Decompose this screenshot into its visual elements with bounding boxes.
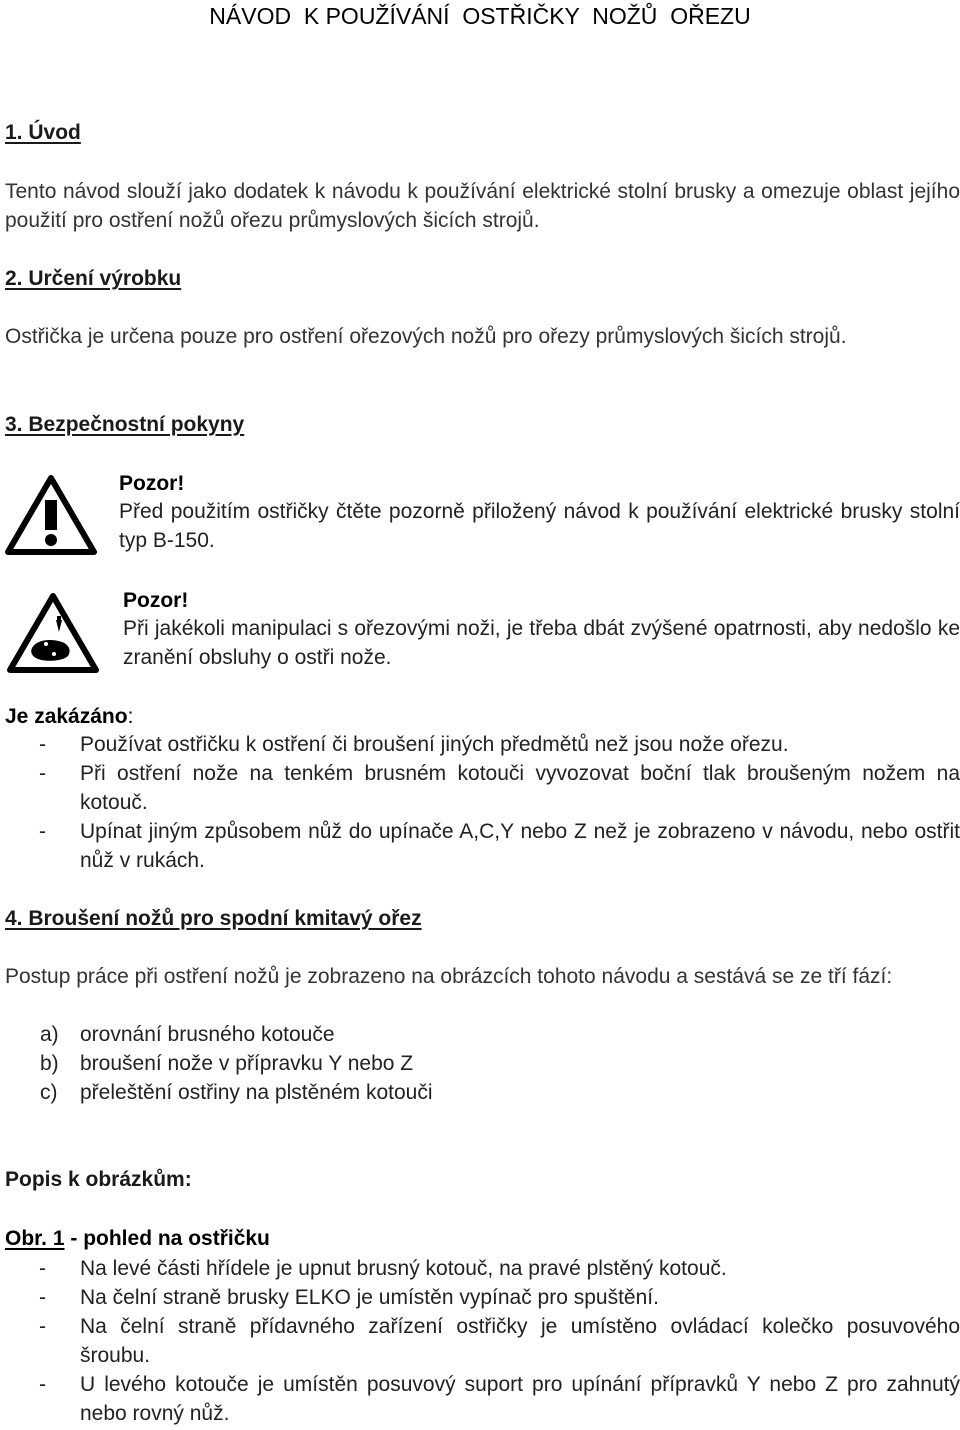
warning-text: Při jakékoli manipulaci s ořezovými noži, je třeba dbát zvýšené opatrnosti, aby nedošlo ke zranění obsluhy o ostři nože. [123,617,960,669]
forbidden-heading [5,703,133,731]
figure-1-ref: Obr. 1 [5,1227,65,1250]
phases-list [5,1020,433,1107]
list-item: - Při ostření nože na tenkém brusném kotouči vyvozovat boční tlak broušeným nožem na kotouč. [5,759,960,817]
list-item: - U levého kotouče je umístěn posuvový suport pro upínání přípravků Y nebo Z pro zahnutý nebo rovný nůž. [5,1370,960,1428]
purpose-paragraph: Ostřička je určena pouze pro ostření ořezových nožů pro ořezy průmyslových šicích strojů. [5,325,847,348]
list-item [5,1078,433,1107]
hand-injury-warning-icon [6,592,100,674]
warning-exclamation-icon [4,474,98,556]
section-heading-grinding: 4. Broušení nožů pro spodní kmitavý ořez [5,907,422,930]
list-marker: c) [40,1081,58,1104]
list-marker: b) [40,1052,59,1075]
figure-1-list [5,1254,960,1428]
list-item: - Na čelní straně brusky ELKO je umístěn vypínač pro spuštění. [5,1283,960,1312]
grinding-paragraph: Postup práce při ostření nožů je zobrazeno na obrázcích tohoto návodu a sestává se ze tří fází: [5,965,893,988]
list-item: - Na levé části hřídele je upnut brusný kotouč, na pravé plstěný kotouč. [5,1254,960,1283]
section-heading-intro: 1. Úvod [5,121,81,144]
list-item [5,1020,433,1049]
section-heading-purpose: 2. Určení výrobku [5,267,182,290]
list-text: orovnání brusného kotouče [80,1023,335,1046]
document-title: NÁVOD K POUŽÍVÁNÍ OSTŘIČKY NOŽŮ OŘEZU [209,3,751,29]
section-heading-safety: 3. Bezpečnostní pokyny [5,413,245,436]
forbidden-list [5,730,960,875]
warning-label: Pozor! [123,589,189,612]
list-item: - Na čelní straně přídavného zařízení ostřičky je umístěno ovládací kolečko posuvového šroubu. [5,1312,960,1370]
warning-label: Pozor! [119,472,185,495]
list-text: broušení nože v přípravku Y nebo Z [80,1052,414,1075]
warning-text: Před použitím ostřičky čtěte pozorně přiložený návod k používání elektrické brusky stolní typ B-150. [119,500,960,552]
list-item: - Upínat jiným způsobem nůž do upínače A,C,Y nebo Z než je zobrazeno v návodu, nebo ostřit nůž v rukách. [5,817,960,875]
list-text: přeleštění ostřiny na plstěném kotouči [80,1081,433,1104]
figures-heading: Popis k obrázkům: [5,1168,192,1191]
figure-1-caption: - pohled na ostřičku [64,1227,270,1250]
forbidden-label: Je zakázáno [5,705,128,728]
intro-paragraph: Tento návod slouží jako dodatek k návodu k používání elektrické stolní brusky a omezuje oblast jejího použití pro ostření nožů ořezu průmyslových šicích strojů. [5,180,960,232]
list-item [5,1049,433,1078]
forbidden-colon: : [127,705,134,728]
figure-1-heading [5,1225,270,1253]
list-item: - Používat ostřičku k ostření či broušení jiných předmětů než jsou nože ořezu. [5,730,960,759]
list-marker: a) [40,1023,59,1046]
